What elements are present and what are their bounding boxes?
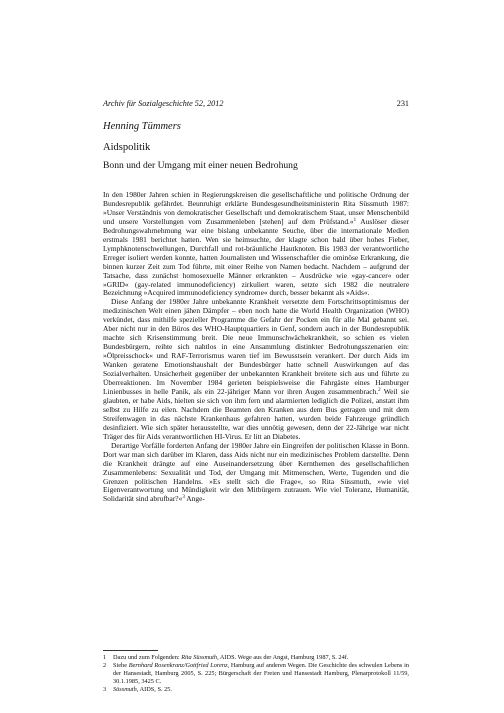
paragraph-text: Weil sie glaubten, er habe Aids, hielten sie sich von ihm fern und alarmierten lediglich die Polizei, anstatt ihm selbst zu Hilfe zu eilen. Nachdem die Beamten den Kranken aus dem Bus getragen und mit dem Streifenwagen in das nächste Krankenhaus gefahren hatten, wurden beide Fahrzeuge gründlich desinfiziert. Wie sich später herausstellte, war dies unnötig gewesen, denn der 22-Jährige war nicht Träger des für Aids verantwortlichen HI-Virus. Er litt an Diabetes. — [103, 386, 409, 441]
page-number: 231 — [396, 99, 409, 108]
footnote-author: Rita Süssmuth — [181, 654, 218, 661]
footnote-author: Bernhard Rosenkranz/Gottfried Lorenz — [128, 661, 228, 669]
footnote-text — [113, 686, 409, 694]
footnote-text — [113, 654, 409, 662]
article-subtitle: Bonn und der Umgang mit einer neuen Bedrohung — [103, 160, 298, 171]
paragraph-text: Ange- — [184, 494, 205, 504]
paragraph-text: Derartige Vorfälle forderten Anfang der 1980er Jahre ein Eingreifen der politischen Klasse in Bonn. Dort war man sich darüber im Klaren, dass Aids nicht nur ein medizinisches Problem darstellte. Denn die Krankheit drängte auf eine Auseinandersetzung über Kernthemen des gesellschaftlichen Zusammenlebens: Sexualität und Tod, der Umgang mit Mitmenschen, Werte, Tugenden und die Grenzen politischen Handelns. »Es stellt sich die Frage«, so Rita Süssmuth, »wie viel Eigenverantwortung und Mündigkeit wir den Mitbürgern zutrauen. Wie viel Toleranz, Humanität, Solidarität sind abrufbar?« — [103, 440, 409, 504]
paragraph-2 — [103, 298, 409, 441]
footnote — [103, 654, 409, 662]
paragraph-text: In den 1980er Jahren schien in Regierungskreisen die gesellschaftliche und politische Ordnung der Bundesrepublik gefährdet. Beunruhigt erklärte Bundesgesundheitsministerin Rita Süssmuth 1987: »Unser Verständnis von demokratischer Gesellschaft und demokratischem Staat, unser Menschenbild und unsere Vorstellungen vom Zusammenleben [stehen] auf dem Prüfstand.« — [103, 190, 409, 226]
footnote-divider — [103, 650, 158, 651]
footnote-text-part: , AIDS. Wege aus der Angst, Hamburg 1987, S. 24f. — [217, 654, 349, 661]
footnote-text-part: Dazu und zum Folgenden: — [113, 654, 182, 661]
footnote-ref[interactable]: 1 — [353, 217, 357, 223]
footnote-number: 1 — [103, 654, 107, 661]
footnote-text-part: , Hamburg auf anderen Wegen. Die Geschichte des schwulen Lebens in der Hansestadt, Hamburg 2005, S. 225; Bürgerschaft der Freien und Hansestadt Hamburg, Plenarprotokoll 11/59, 30.1.1985, 3425 C. — [113, 661, 409, 685]
paragraph-text: Auslöser dieser Bedrohungswahrnehmung war eine bislang unbekannte Seuche, über die internationale Medien erstmals 1981 berichtet hatten. Wen sie heimsuchte, der klagte schon bald über hohes Fieber, Lymphknotenschwellungen, Durchfall und rot-bräunliche Hautknoten. Bis 1983 der verantwortliche Erreger isoliert werden konnte, hatten Journalisten und Wissenschaftler die ominöse Erkrankung, die binnen kurzer Zeit zum Tod führte, mit einer Reihe von Namen bedacht. Nachdem – aufgrund der Tatsache, dass zunächst homosexuelle Männer erkrankten – Ausdrücke wie »gay-cancer« oder »GRID« (gay-related immunodeficiency) zirkuliert waren, setzte sich 1982 die neutralere Bezeichnung »Acquired immunodeficiency syndrome« durch, besser bekannt als »Aids«. — [103, 216, 410, 298]
footnote-ref[interactable]: 2 — [378, 387, 381, 393]
running-head: Archiv für Sozialgeschichte 52, 2012 — [103, 99, 224, 108]
footnote-ref[interactable]: 3 — [182, 495, 185, 501]
footnotes — [103, 654, 409, 694]
footnote — [103, 686, 409, 694]
paragraph-1 — [103, 191, 409, 298]
footnote-text — [113, 662, 409, 686]
footnote-author: Süssmuth — [113, 685, 137, 693]
footnote-text-part: , AIDS, S. 25. — [136, 685, 172, 693]
article-author: Henning Tümmers — [103, 121, 181, 132]
footnote — [103, 662, 409, 686]
footnote-text-part: Siehe — [113, 661, 129, 669]
paragraph-3 — [103, 442, 409, 505]
footnote-number: 2 — [103, 661, 107, 669]
footnote-number: 3 — [103, 685, 107, 693]
article-body — [103, 191, 409, 504]
paragraph-text: Diese Anfang der 1980er Jahre unbekannte Krankheit versetzte dem Fortschrittsoptimismus der medizinischen Welt einen jähen Dämpfer – eben noch hatte die World Health Organization (WHO) verkündet, dass mithilfe spezieller Programme die Gefahr der Pocken ein für alle Mal gebannt sei. Aber nicht nur in den Büros des WHO-Hauptquartiers in Genf, sondern auch in der Bundesrepublik machte sich Krisenstimmung breit. Die neue Immunschwächekrankheit, so schien es vielen Bundesbürgern, reihte sich nahtlos in eine Ansammlung distinkter Bedrohungsszenarien ein: »Ölpreisschock« und RAF-Terrorismus waren tief im Bewusstsein verankert. Der durch Aids im Wanken geratene Emotionshaushalt der Bundesbürger hatte schnell Auswirkungen auf das Sozialverhalten. Unsicherheit gegenüber der unbekannten Krankheit breitete sich aus und führte zu Überreaktionen. Im November 1984 gerieten beispielsweise die Fahrgäste eines Hamburger Linienbusses in helle Panik, als ein 22-jähriger Mann vor ihren Augen zusammenbrach. — [103, 297, 409, 396]
article-title: Aidspolitik — [103, 142, 151, 153]
